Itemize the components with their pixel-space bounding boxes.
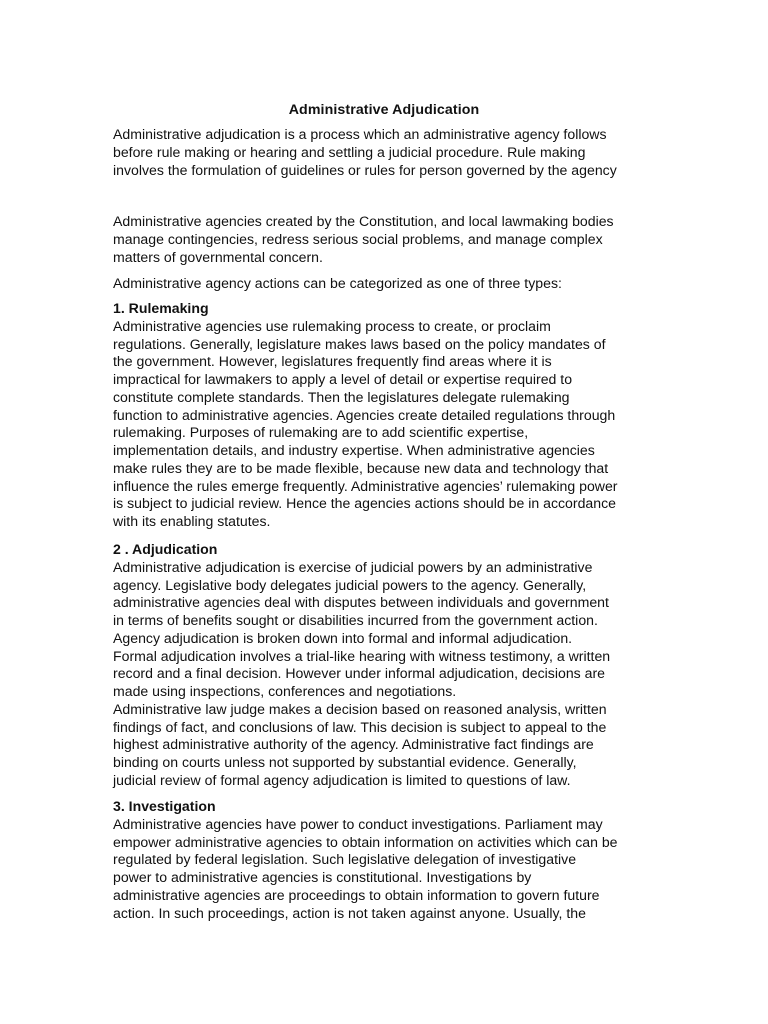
section-adjudication (113, 541, 673, 790)
text-line: made using inspections, conferences and negotiations. (113, 683, 457, 699)
text-line: is subject to judicial review. Hence the agencies actions should be in accordance (113, 495, 616, 512)
paragraph-agencies (113, 213, 673, 266)
text-line: findings of fact, and conclusions of law. This decision is subject to appeal to the (113, 718, 607, 735)
text-line: record and a final decision. However under informal adjudication, decisions are (113, 665, 605, 682)
text-line: constitute complete standards. Then the legislatures delegate rulemaking (113, 388, 570, 405)
text-line: the government. However, legislatures frequently find areas where it is (113, 353, 552, 370)
text-line: administrative agencies deal with disputes between individuals and government (113, 594, 609, 611)
text-line: regulated by federal legislation. Such legislative delegation of investigative (113, 851, 577, 868)
text-line: Administrative agencies have power to conduct investigations. Parliament may (113, 815, 603, 832)
section-heading: 1. Rulemaking (113, 300, 209, 316)
text-line: empower administrative agencies to obtain information on activities which can be (113, 833, 618, 850)
text-line: administrative agencies are proceedings to obtain information to govern future (113, 886, 600, 903)
document-title: Administrative Adjudication (288, 102, 480, 118)
text-line: Administrative law judge makes a decision based on reasoned analysis, written (113, 700, 607, 717)
text-line: Formal adjudication involves a trial-like hearing with witness testimony, a written (113, 647, 611, 664)
text-line: function to administrative agencies. Agencies create detailed regulations through (113, 406, 616, 423)
text-line: rulemaking. Purposes of rulemaking are to add scientific expertise, (113, 424, 529, 441)
text-line: influence the rules emerge frequently. Administrative agencies’ rulemaking power (113, 477, 618, 494)
text-line: matters of governmental concern. (113, 248, 323, 265)
text-line: make rules they are to be made flexible, because new data and technology that (113, 459, 609, 476)
text-line: Administrative agencies use rulemaking process to create, or proclaim (113, 317, 551, 334)
text-line: Agency adjudication is broken down into formal and informal adjudication. (113, 629, 573, 646)
intro-paragraph (113, 126, 673, 179)
section-heading: 3. Investigation (113, 798, 216, 814)
text-line: Administrative agency actions can be categorized as one of three types: (113, 275, 562, 291)
text-line: before rule making or hearing and settling a judicial procedure. Rule making (113, 143, 586, 160)
text-line: action. In such proceedings, action is not taken against anyone. Usually, the (113, 904, 586, 921)
text-line: with its enabling statutes. (113, 513, 271, 529)
text-line: binding on courts unless not supported by substantial evidence. Generally, (113, 754, 577, 770)
paragraph-types (113, 275, 673, 293)
section-heading: 2 . Adjudication (113, 541, 218, 557)
text-line: involves the formulation of guidelines or rules for person governed by the agency (113, 161, 617, 178)
text-line: in terms of benefits sought or disabilities incurred from the government action. (113, 612, 598, 628)
text-line: regulations. Generally, legislature makes laws based on the policy mandates of (113, 335, 606, 352)
text-line: implementation details, and industry expertise. When administrative agencies (113, 442, 595, 458)
text-line: highest administrative authority of the agency. Administrative fact findings are (113, 736, 594, 753)
text-line: power to administrative agencies is constitutional. Investigations by (113, 869, 532, 885)
section-rulemaking (113, 300, 673, 531)
text-line: agency. Legislative body delegates judicial powers to the agency. Generally, (113, 576, 587, 593)
text-line: judicial review of formal agency adjudication is limited to questions of law. (113, 771, 571, 788)
text-line: manage contingencies, redress serious social problems, and manage complex (113, 230, 603, 247)
section-investigation (113, 798, 673, 922)
text-line: Administrative adjudication is a process which an administrative agency follows (113, 126, 607, 142)
text-line: Administrative agencies created by the Constitution, and local lawmaking bodies (113, 213, 614, 229)
text-line: impractical for lawmakers to apply a level of detail or expertise required to (113, 371, 573, 387)
text-line: Administrative adjudication is exercise of judicial powers by an administrative (113, 558, 593, 575)
